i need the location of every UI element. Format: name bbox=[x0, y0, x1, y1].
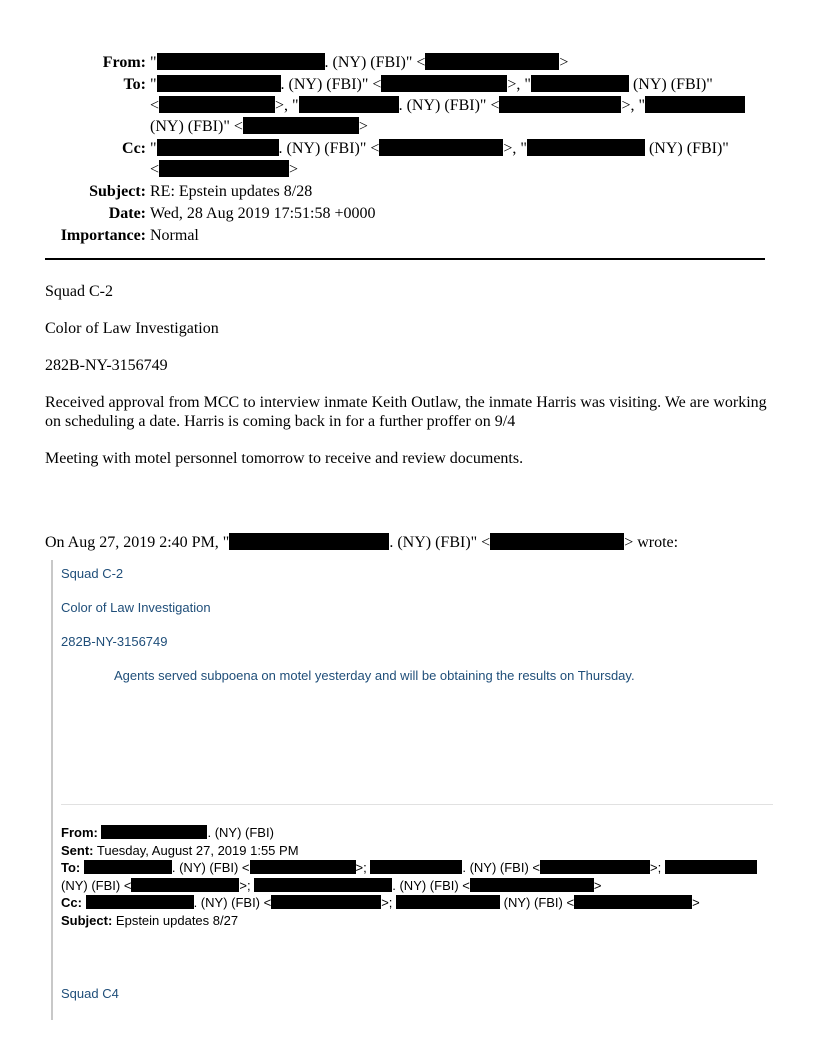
date-value: Wed, 28 Aug 2019 17:51:58 +0000 bbox=[150, 205, 376, 222]
quoted-case-number: 282B-NY-3156749 bbox=[61, 634, 168, 649]
to-value: " . (NY) (FBI)" < >, " (NY) (FBI)" < >, " . (NY) (FBI)" < >, " (NY) (FBI)" < > bbox=[150, 74, 770, 137]
from-value: " . (NY) (FBI)" < > bbox=[150, 54, 569, 71]
redaction bbox=[574, 895, 692, 909]
redaction bbox=[101, 825, 207, 839]
redaction bbox=[490, 533, 624, 550]
redaction bbox=[665, 860, 757, 874]
subject-label: Subject: bbox=[89, 183, 146, 200]
cc-value: " . (NY) (FBI)" < >, " (NY) (FBI)" < > bbox=[150, 140, 729, 178]
redaction bbox=[254, 878, 392, 892]
redaction bbox=[159, 96, 275, 113]
quoted-squad-2: Squad C4 bbox=[61, 986, 119, 1001]
date-label: Date: bbox=[108, 205, 146, 222]
fwd-to-row: To: . (NY) (FBI) < >; . (NY) (FBI) < >; bbox=[61, 859, 773, 877]
squad-line: Squad C-2 bbox=[45, 283, 113, 300]
quoted-investigation: Color of Law Investigation bbox=[61, 600, 211, 615]
redaction bbox=[531, 75, 629, 92]
redaction bbox=[250, 860, 356, 874]
case-number: 282B-NY-3156749 bbox=[45, 357, 168, 374]
fwd-sent-row: Sent: Tuesday, August 27, 2019 1:55 PM bbox=[61, 842, 299, 858]
redaction bbox=[271, 895, 381, 909]
body-paragraph-1: Received approval from MCC to interview inmate Keith Outlaw, the inmate Harris was visiting. We are working on scheduling a date. Harris is coming back in for a further proffer on 9/4 bbox=[45, 394, 767, 430]
quoted-squad: Squad C-2 bbox=[61, 566, 124, 581]
forwarded-header bbox=[61, 824, 773, 929]
redaction bbox=[396, 895, 500, 909]
date-row bbox=[0, 203, 816, 224]
redaction bbox=[381, 75, 507, 92]
redaction bbox=[299, 96, 399, 113]
fwd-subject-row: Subject: Epstein updates 8/27 bbox=[61, 912, 239, 928]
from-row bbox=[0, 52, 816, 73]
importance-label: Importance: bbox=[60, 227, 146, 244]
fwd-cc-row: Cc: . (NY) (FBI) < >; (NY) (FBI) < > bbox=[61, 895, 700, 910]
redaction bbox=[370, 860, 462, 874]
quoted-message bbox=[51, 560, 773, 1020]
reply-attribution: On Aug 27, 2019 2:40 PM, " . (NY) (FBI)" < > wrote: bbox=[45, 534, 679, 551]
to-label: To: bbox=[123, 76, 146, 93]
cc-label: Cc: bbox=[122, 140, 146, 157]
redaction bbox=[470, 878, 594, 892]
redaction bbox=[86, 895, 194, 909]
redaction bbox=[425, 53, 559, 70]
importance-row bbox=[0, 225, 816, 246]
from-label: From: bbox=[102, 54, 146, 71]
redaction bbox=[157, 139, 279, 156]
cc-row bbox=[0, 138, 816, 180]
fwd-from-row: From: . (NY) (FBI) bbox=[61, 825, 274, 840]
redaction bbox=[157, 53, 325, 70]
redaction bbox=[540, 860, 650, 874]
redaction bbox=[229, 533, 389, 550]
investigation-line: Color of Law Investigation bbox=[45, 320, 219, 337]
redaction bbox=[157, 75, 281, 92]
redaction bbox=[131, 878, 239, 892]
message-body bbox=[45, 282, 775, 486]
redaction bbox=[84, 860, 172, 874]
redaction bbox=[379, 139, 503, 156]
redaction bbox=[645, 96, 745, 113]
quoted-divider bbox=[61, 804, 773, 805]
subject-value: RE: Epstein updates 8/28 bbox=[150, 183, 313, 200]
fwd-to-row-2: (NY) (FBI) < >; . (NY) (FBI) < > bbox=[61, 877, 602, 893]
to-row bbox=[0, 74, 816, 137]
redaction bbox=[499, 96, 621, 113]
subject-row bbox=[0, 181, 816, 202]
importance-value: Normal bbox=[150, 227, 199, 244]
redaction bbox=[243, 117, 359, 134]
quoted-paragraph: Agents served subpoena on motel yesterday and will be obtaining the results on Thursday. bbox=[114, 668, 635, 683]
header-divider bbox=[45, 258, 765, 260]
redaction bbox=[527, 139, 645, 156]
redaction bbox=[159, 160, 289, 177]
body-paragraph-2: Meeting with motel personnel tomorrow to receive and review documents. bbox=[45, 450, 524, 467]
email-header bbox=[0, 52, 816, 247]
